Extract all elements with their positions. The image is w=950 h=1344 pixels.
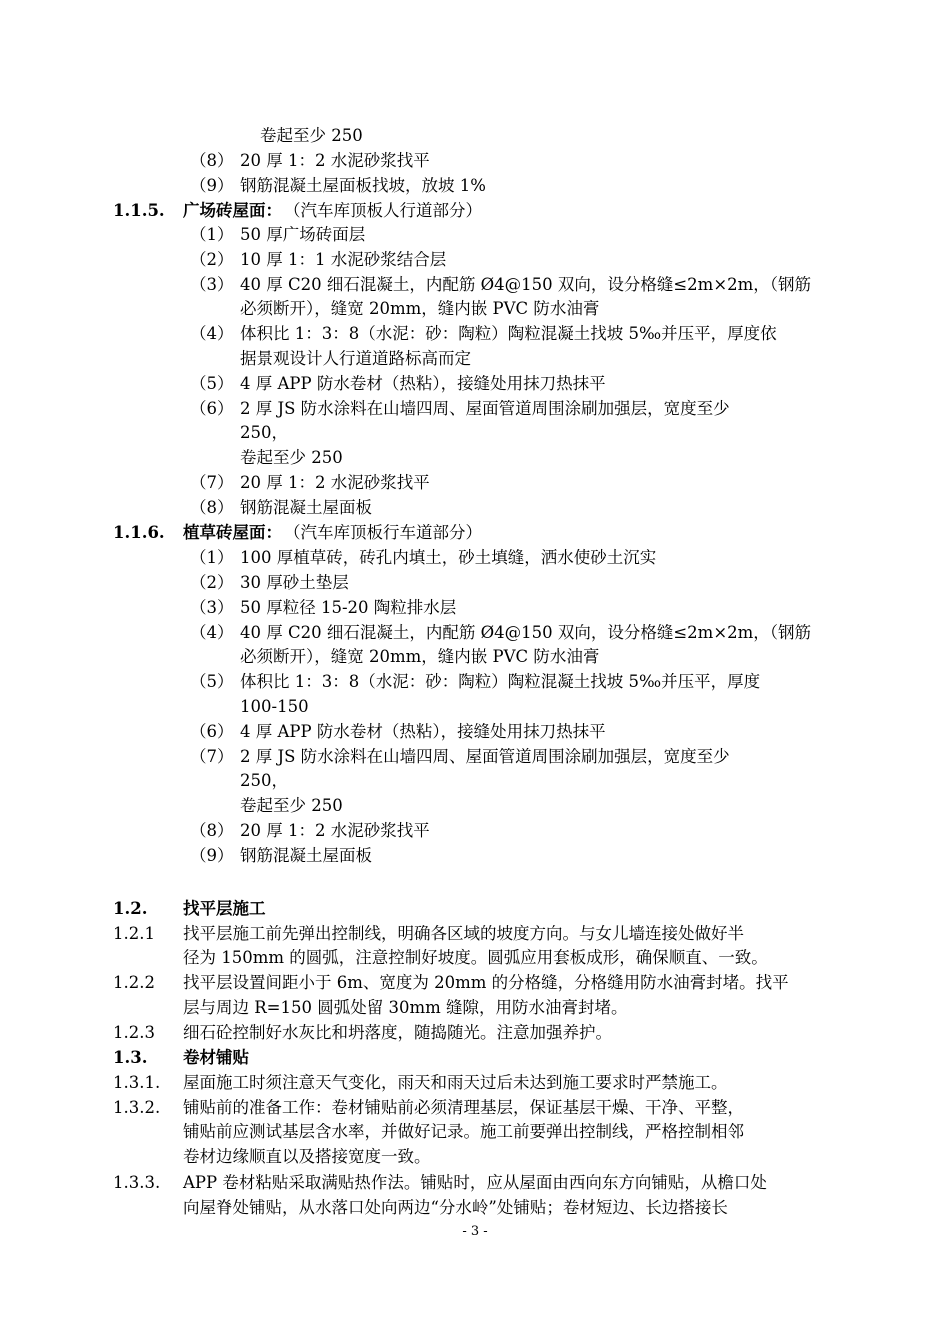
paragraph-continuation: 卷材边缘顺直以及搭接宽度一致。: [183, 1147, 431, 1166]
item-number: （1）: [190, 225, 234, 244]
item-text: 30 厚砂土垫层: [240, 573, 349, 592]
item-text: 体积比 1：3：8（水泥：砂：陶粒）陶粒混凝土找坡 5‰并压平，厚度: [240, 672, 761, 691]
text-line: [0, 769, 950, 793]
text-line: [0, 596, 950, 620]
section-number: 1.2.: [113, 899, 148, 918]
text-line: [0, 720, 950, 744]
text-line: [0, 794, 950, 818]
text-line: [0, 521, 950, 545]
item-continuation: 卷起至少 250: [240, 448, 343, 467]
text-line: [0, 273, 950, 297]
section-number: 1.1.5.: [113, 201, 165, 220]
item-number: （5）: [190, 672, 234, 691]
text-line: [0, 1021, 950, 1045]
page-number: - 3 -: [462, 1224, 488, 1239]
text-line: [0, 1071, 950, 1095]
text-line: [0, 819, 950, 843]
item-number: （9）: [190, 846, 234, 865]
item-text: 体积比 1：3：8（水泥：砂：陶粒）陶粒混凝土找坡 5‰并压平，厚度依: [240, 324, 777, 343]
text-line: [0, 446, 950, 470]
section-heading: 广场砖屋面：: [183, 201, 282, 220]
item-text: 钢筋混凝土屋面板: [240, 846, 372, 865]
paragraph-continuation: 层与周边 R=150 圆弧处留 30mm 缝隙，用防水油膏封堵。: [183, 998, 628, 1017]
section-subtitle: （汽车库顶板行车道部分）: [284, 523, 482, 542]
text-line: [0, 745, 950, 769]
text-line: [0, 1196, 950, 1220]
text-line: [0, 297, 950, 321]
text-line: [0, 322, 950, 346]
section-heading: 植草砖屋面：: [183, 523, 282, 542]
text-line: [0, 124, 950, 148]
paragraph-text: 铺贴前的准备工作：卷材铺贴前必须清理基层，保证基层干燥、干净、平整，: [183, 1098, 744, 1117]
item-continuation: 250，: [240, 423, 288, 442]
text-line: [0, 223, 950, 247]
text-line: [0, 1096, 950, 1120]
text-line: [0, 897, 950, 921]
text-line: [0, 1171, 950, 1195]
item-text: 2 厚 JS 防水涂料在山墙四周、屋面管道周围涂刷加强层，宽度至少: [240, 747, 730, 766]
text-line: [0, 397, 950, 421]
section-number: 1.2.1: [113, 924, 155, 943]
item-continuation: 必须断开），缝宽 20mm，缝内嵌 PVC 防水油膏: [240, 647, 600, 666]
item-number: （3）: [190, 275, 234, 294]
paragraph-text: 屋面施工时须注意天气变化，雨天和雨天过后未达到施工要求时严禁施工。: [183, 1073, 728, 1092]
text-line: [0, 946, 950, 970]
item-text: 4 厚 APP 防水卷材（热粘），接缝处用抹刀热抹平: [240, 722, 606, 741]
item-continuation: 100-150: [240, 697, 309, 716]
text-line: [0, 546, 950, 570]
item-text: 100 厚植草砖，砖孔内填土，砂土填缝，洒水使砂土沉实: [240, 548, 657, 567]
item-continuation: 卷起至少 250: [260, 126, 363, 145]
item-number: （9）: [190, 176, 234, 195]
section-number: 1.3.: [113, 1048, 148, 1067]
text-line: [0, 996, 950, 1020]
text-line: [0, 471, 950, 495]
section-number: 1.3.2.: [113, 1098, 161, 1117]
text-line: [0, 347, 950, 371]
text-line: [0, 1046, 950, 1070]
item-continuation: 必须断开），缝宽 20mm，缝内嵌 PVC 防水油膏: [240, 299, 600, 318]
item-number: （8）: [190, 151, 234, 170]
section-number: 1.3.3.: [113, 1173, 161, 1192]
item-number: （8）: [190, 821, 234, 840]
item-number: （7）: [190, 473, 234, 492]
item-number: （2）: [190, 573, 234, 592]
text-line: [0, 1145, 950, 1169]
paragraph-continuation: 向屋脊处铺贴，从水落口处向两边“分水岭”处铺贴；卷材短边、长边搭接长: [183, 1198, 728, 1217]
text-line: [0, 670, 950, 694]
text-line: [0, 149, 950, 173]
text-line: [0, 199, 950, 223]
item-text: 20 厚 1：2 水泥砂浆找平: [240, 821, 430, 840]
item-continuation: 250，: [240, 771, 288, 790]
section-number: 1.2.2: [113, 973, 155, 992]
item-number: （1）: [190, 548, 234, 567]
paragraph-text: 细石砼控制好水灰比和坍落度，随捣随光。注意加强养护。: [183, 1023, 612, 1042]
text-line: [0, 496, 950, 520]
item-text: 40 厚 C20 细石混凝土，内配筋 Ø4@150 双向，设分格缝≤2m×2m，（钢筋: [240, 623, 812, 642]
paragraph-continuation: 径为 150mm 的圆弧，注意控制好坡度。圆弧应用套板成形，确保顺直、一致。: [183, 948, 768, 967]
item-text: 钢筋混凝土屋面板: [240, 498, 372, 517]
item-number: （4）: [190, 623, 234, 642]
paragraph-continuation: 铺贴前应测试基层含水率，并做好记录。施工前要弹出控制线，严格控制相邻: [183, 1122, 744, 1141]
section-subtitle: （汽车库顶板人行道部分）: [284, 201, 482, 220]
item-number: （2）: [190, 250, 234, 269]
text-line: [0, 645, 950, 669]
text-line: [0, 174, 950, 198]
text-line: [0, 621, 950, 645]
text-line: [0, 844, 950, 868]
paragraph-text: APP 卷材粘贴采取满贴热作法。铺贴时，应从屋面由西向东方向铺贴，从檐口处: [183, 1173, 767, 1192]
item-text: 50 厚广场砖面层: [240, 225, 366, 244]
item-text: 20 厚 1：2 水泥砂浆找平: [240, 473, 430, 492]
paragraph-text: 找平层施工前先弹出控制线，明确各区域的坡度方向。与女儿墙连接处做好半: [183, 924, 744, 943]
section-heading: 找平层施工: [183, 899, 266, 918]
item-text: 钢筋混凝土屋面板找坡，放坡 1%: [240, 176, 486, 195]
text-line: [0, 372, 950, 396]
item-text: 20 厚 1：2 水泥砂浆找平: [240, 151, 430, 170]
text-line: [0, 971, 950, 995]
item-text: 10 厚 1：1 水泥砂浆结合层: [240, 250, 447, 269]
item-number: （3）: [190, 598, 234, 617]
paragraph-text: 找平层设置间距小于 6m、宽度为 20mm 的分格缝，分格缝用防水油膏封堵。找平: [183, 973, 789, 992]
section-number: 1.1.6.: [113, 523, 165, 542]
item-continuation: 卷起至少 250: [240, 796, 343, 815]
item-number: （6）: [190, 399, 234, 418]
section-number: 1.3.1.: [113, 1073, 161, 1092]
item-number: （7）: [190, 747, 234, 766]
section-number: 1.2.3: [113, 1023, 155, 1042]
text-line: [0, 1120, 950, 1144]
text-line: [0, 922, 950, 946]
item-number: （6）: [190, 722, 234, 741]
text-line: [0, 695, 950, 719]
text-line: [0, 248, 950, 272]
item-number: （8）: [190, 498, 234, 517]
item-number: （4）: [190, 324, 234, 343]
text-line: [0, 571, 950, 595]
section-heading: 卷材铺贴: [183, 1048, 249, 1067]
item-text: 40 厚 C20 细石混凝土，内配筋 Ø4@150 双向，设分格缝≤2m×2m，（钢筋: [240, 275, 812, 294]
text-line: [0, 421, 950, 445]
item-continuation: 据景观设计人行道道路标高而定: [240, 349, 471, 368]
item-number: （5）: [190, 374, 234, 393]
item-text: 2 厚 JS 防水涂料在山墙四周、屋面管道周围涂刷加强层，宽度至少: [240, 399, 730, 418]
item-text: 4 厚 APP 防水卷材（热粘），接缝处用抹刀热抹平: [240, 374, 606, 393]
item-text: 50 厚粒径 15-20 陶粒排水层: [240, 598, 457, 617]
